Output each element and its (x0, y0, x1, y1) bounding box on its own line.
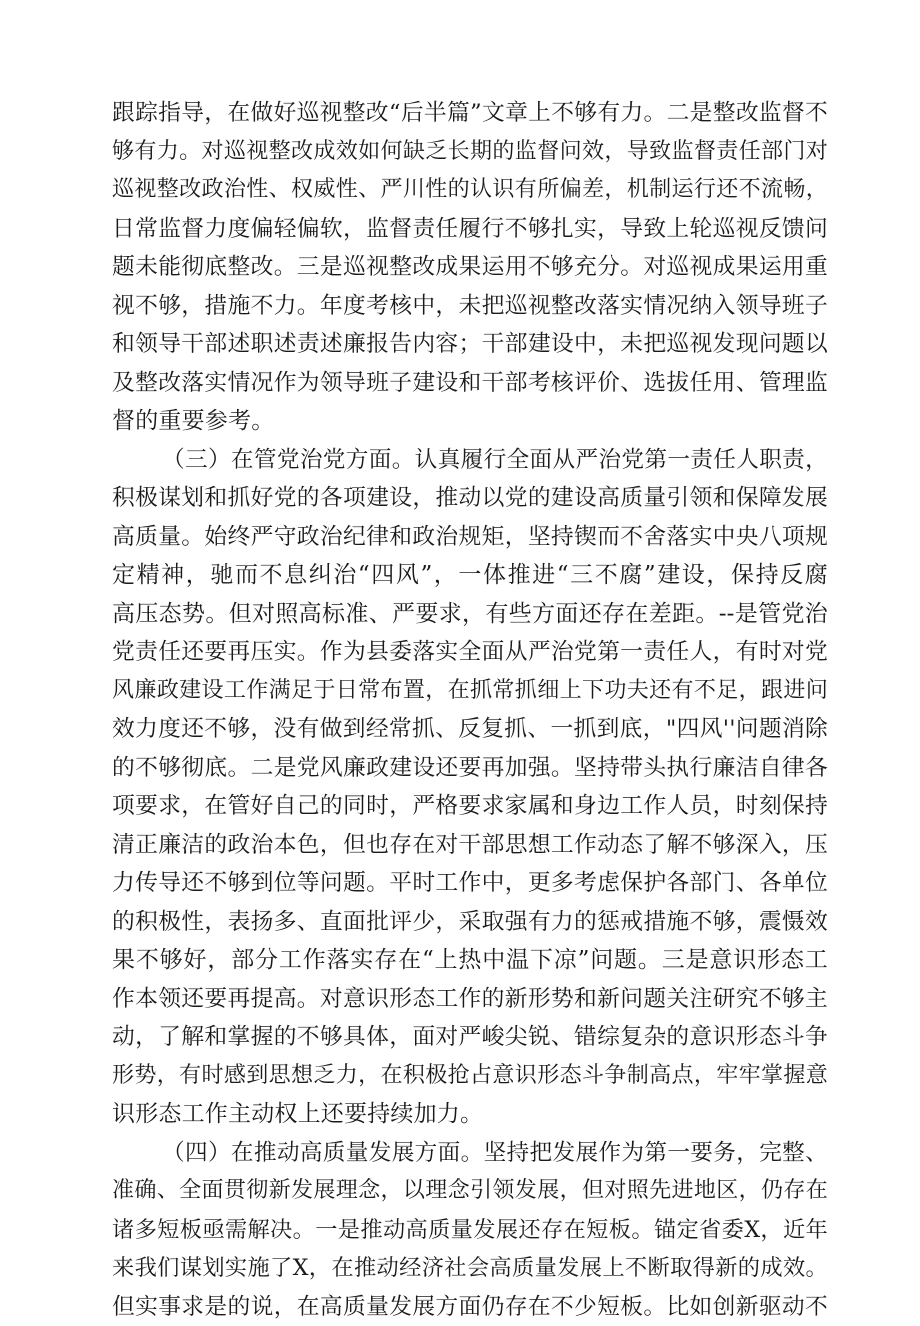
text-line: 效力度还不够，没有做到经常抓、反复抓、一抓到底，"四风''问题消除 (112, 710, 828, 749)
paragraph-high-quality-development (112, 1134, 828, 1326)
text-line: 力传导还不够到位等问题。平时工作中，更多考虑保护各部门、各单位 (112, 864, 828, 903)
text-line: 形势，有时感到思想乏力，在积极抢占意识形态斗争制高点，牢牢掌握意 (112, 1057, 828, 1096)
text-line: 果不够好，部分工作落实存在“上热中温下凉”问题。三是意识形态工 (112, 941, 828, 980)
text-line: 但实事求是的说，在高质量发展方面仍存在不少短板。比如创新驱动不 (112, 1288, 828, 1326)
text-line: 高压态势。但对照高标准、严要求，有些方面还存在差距。--是管党治 (112, 595, 828, 634)
text-line: 风廉政建设工作满足于日常布置，在抓常抓细上下功夫还有不足，跟进问 (112, 672, 828, 711)
text-line: 项要求，在管好自己的同时，严格要求家属和身边工作人员，时刻保持 (112, 787, 828, 826)
text-line: 够有力。对巡视整改成效如何缺乏长期的监督问效，导致监督责任部门对 (112, 133, 828, 172)
paragraph-inspection-rectification (112, 94, 828, 441)
text-line: 高质量。始终严守政治纪律和政治规矩，坚持锲而不舍落实中央八项规 (112, 518, 828, 557)
text-line: 督的重要参考。 (112, 402, 828, 441)
text-line: 作本领还要再提高。对意识形态工作的新形势和新问题关注研究不够主 (112, 980, 828, 1019)
text-line: 的不够彻底。二是党风廉政建设还要再加强。坚持带头执行廉洁自律各 (112, 749, 828, 788)
text-line: 巡视整改政治性、权威性、严川性的认识有所偏差，机制运行还不流畅， (112, 171, 828, 210)
text-line: 题未能彻底整改。三是巡视整改成果运用不够充分。对巡视成果运用重 (112, 248, 828, 287)
text-line: 跟踪指导，在做好巡视整改“后半篇”文章上不够有力。二是整改监督不 (112, 94, 828, 133)
document-body (112, 94, 828, 1326)
text-line: 的积极性，表扬多、直面批评少，采取强有力的惩戒措施不够，震慑效 (112, 903, 828, 942)
text-line: 清正廉洁的政治本色，但也存在对干部思想工作动态了解不够深入，压 (112, 826, 828, 865)
text-line: 积极谋划和抓好党的各项建设，推动以党的建设高质量引领和保障发展 (112, 479, 828, 518)
text-line: （四）在推动高质量发展方面。坚持把发展作为第一要务，完整、 (112, 1134, 828, 1173)
text-line: 诸多短板亟需解决。一是推动高质量发展还存在短板。锚定省委X，近年 (112, 1211, 828, 1250)
paragraph-party-governance (112, 441, 828, 1134)
text-line: 准确、全面贯彻新发展理念，以理念引领发展，但对照先进地区，仍存在 (112, 1172, 828, 1211)
text-line: 及整改落实情况作为领导班子建设和干部考核评价、选拔任用、管理监 (112, 364, 828, 403)
text-line: 视不够，措施不力。年度考核中，未把巡视整改落实情况纳入领导班子 (112, 287, 828, 326)
text-line: 党责任还要再压实。作为县委落实全面从严治党第一责任人，有时对党 (112, 633, 828, 672)
text-line: （三）在管党治党方面。认真履行全面从严治党第一责任人职责， (112, 441, 828, 480)
text-line: 来我们谋划实施了X，在推动经济社会高质量发展上不断取得新的成效。 (112, 1249, 828, 1288)
text-line: 动，了解和掌握的不够具体，面对严峻尖锐、错综复杂的意识形态斗争 (112, 1018, 828, 1057)
text-line: 和领导干部述职述责述廉报告内容；干部建设中，未把巡视发现问题以 (112, 325, 828, 364)
text-line: 定精神，驰而不息纠治“四风”，一体推进“三不腐”建设，保持反腐 (112, 556, 828, 595)
text-line: 识形态工作主动权上还要持续加力。 (112, 1095, 828, 1134)
text-line: 日常监督力度偏轻偏软，监督责任履行不够扎实，导致上轮巡视反馈问 (112, 210, 828, 249)
